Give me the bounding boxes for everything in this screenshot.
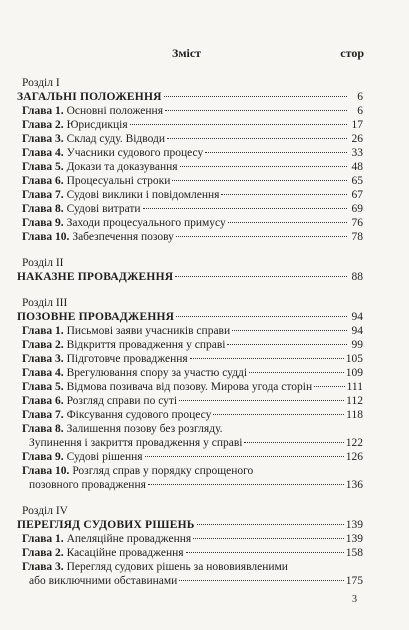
chapter-title-continued: Зупинення і закриття провадження у справі xyxy=(29,437,243,449)
chapter-number: Глава 4. xyxy=(22,147,64,159)
entry-title xyxy=(29,436,242,450)
page-number: 3 xyxy=(352,594,357,605)
dot-leader xyxy=(167,138,347,139)
chapter-number: Глава 5. xyxy=(22,161,64,173)
chapter-number: Глава 2. xyxy=(22,547,64,559)
chapter-page: 67 xyxy=(351,189,363,201)
chapter-entry xyxy=(17,132,363,146)
chapter-title: Підготовче провадження xyxy=(66,353,188,365)
chapter-entry xyxy=(17,118,363,132)
section-entry xyxy=(17,310,363,324)
chapter-title: Основні положення xyxy=(66,105,163,117)
chapter-number: Глава 10. xyxy=(22,465,70,477)
entry-title xyxy=(22,408,211,422)
section-label: Розділ ІІ xyxy=(22,257,64,269)
dot-leader xyxy=(172,180,347,181)
entry-title xyxy=(22,324,230,338)
chapter-page: 76 xyxy=(351,217,363,229)
chapter-entry xyxy=(17,366,363,380)
chapter-entry xyxy=(17,380,363,394)
chapter-title: Склад суду. Відводи xyxy=(66,133,166,145)
entry-title xyxy=(22,132,165,146)
chapter-page: 26 xyxy=(351,133,363,145)
chapter-title: Докази та доказування xyxy=(66,161,178,173)
chapter-title: Відкриття провадження у справі xyxy=(66,339,226,351)
chapter-title: Заходи процесуального примусу xyxy=(66,217,226,229)
chapter-page: 175 xyxy=(345,575,363,587)
table-of-contents xyxy=(17,76,363,588)
chapter-page: 94 xyxy=(351,325,363,337)
chapter-entry xyxy=(17,352,363,366)
chapter-number: Глава 8. xyxy=(22,423,64,435)
entry-title xyxy=(22,230,174,244)
entry-title xyxy=(22,366,247,380)
chapter-entry xyxy=(17,202,363,216)
entry-title xyxy=(17,270,173,284)
dot-leader xyxy=(190,358,344,359)
chapter-page: 136 xyxy=(345,479,363,491)
dot-leader xyxy=(179,400,344,401)
section-title: ПЕРЕГЛЯД СУДОВИХ РІШЕНЬ xyxy=(17,519,195,531)
chapter-page: 158 xyxy=(345,547,363,559)
entry-title xyxy=(22,104,163,118)
chapter-title: Забезпечення позову xyxy=(72,231,174,243)
section-label: Розділ ІІІ xyxy=(22,297,68,309)
chapter-page: 33 xyxy=(351,147,363,159)
section-page: 88 xyxy=(351,271,363,283)
entry-title xyxy=(22,160,178,174)
section-entry xyxy=(17,270,363,284)
dot-leader xyxy=(179,580,343,581)
entry-title xyxy=(22,352,188,366)
dot-leader xyxy=(228,222,347,223)
chapter-page: 105 xyxy=(345,353,363,365)
section-page: 94 xyxy=(351,311,363,323)
chapter-entry xyxy=(17,464,363,478)
dot-leader xyxy=(314,386,344,387)
entry-title xyxy=(17,90,162,104)
section-label: Розділ IV xyxy=(22,505,68,517)
entry-title xyxy=(22,394,177,408)
chapter-title: Судові рішення xyxy=(66,451,143,463)
chapter-page: 111 xyxy=(346,381,363,393)
chapter-title: Судові виклики і повідомлення xyxy=(66,189,220,201)
chapter-number: Глава 8. xyxy=(22,203,64,215)
chapter-entry-continued xyxy=(17,436,363,450)
chapter-title: Перегляд судових рішень за нововиявленими xyxy=(66,561,288,573)
section-page: 139 xyxy=(345,519,363,531)
chapter-number: Глава 6. xyxy=(22,395,64,407)
dot-leader xyxy=(221,194,347,195)
section-gap xyxy=(17,284,363,296)
dot-leader xyxy=(232,330,347,331)
dot-leader xyxy=(176,236,347,237)
chapter-number: Глава 1. xyxy=(22,533,64,545)
dot-leader xyxy=(143,208,347,209)
chapter-number: Глава 1. xyxy=(22,325,64,337)
dot-leader xyxy=(227,344,347,345)
dot-leader xyxy=(205,152,347,153)
chapter-page: 99 xyxy=(351,339,363,351)
chapter-entry xyxy=(17,422,363,436)
chapter-number: Глава 3. xyxy=(22,133,64,145)
chapter-title: Фіксування судового процесу xyxy=(66,409,212,421)
entry-title xyxy=(22,118,128,132)
chapter-number: Глава 6. xyxy=(22,175,64,187)
dot-leader xyxy=(197,524,344,525)
chapter-entry xyxy=(17,146,363,160)
chapter-page: 122 xyxy=(345,437,363,449)
chapter-title: Врегулювання спору за участю судді xyxy=(66,367,248,379)
section-title: ПОЗОВНЕ ПРОВАДЖЕННЯ xyxy=(17,311,175,323)
section-gap xyxy=(17,492,363,504)
chapter-page: 6 xyxy=(357,105,363,117)
entry-title xyxy=(22,146,203,160)
toc-title: Зміст xyxy=(172,46,202,60)
chapter-page: 126 xyxy=(345,451,363,463)
chapter-title: Учасники судового процесу xyxy=(66,147,204,159)
section-entry xyxy=(17,90,363,104)
dot-leader xyxy=(175,276,347,277)
dot-leader xyxy=(249,372,344,373)
chapter-title: Судові витрати xyxy=(66,203,141,215)
chapter-title: Залишення позову без розгляду. xyxy=(66,423,223,435)
chapter-page: 109 xyxy=(345,367,363,379)
chapter-entry-continued xyxy=(17,478,363,492)
chapter-number: Глава 5. xyxy=(22,381,64,393)
entry-title xyxy=(22,380,312,394)
chapter-number: Глава 2. xyxy=(22,339,64,351)
chapter-entry-continued xyxy=(17,574,363,588)
chapter-entry xyxy=(17,216,363,230)
entry-title xyxy=(17,518,195,532)
chapter-entry xyxy=(17,188,363,202)
chapter-number: Глава 9. xyxy=(22,451,64,463)
chapter-entry xyxy=(17,408,363,422)
section-title: ЗАГАЛЬНІ ПОЛОЖЕННЯ xyxy=(17,91,162,103)
dot-leader xyxy=(148,484,344,485)
dot-leader xyxy=(180,166,347,167)
entry-title xyxy=(22,532,191,546)
entry-title xyxy=(22,188,219,202)
dot-leader xyxy=(193,538,344,539)
page-column-label: стор xyxy=(340,46,364,60)
entry-title xyxy=(22,338,225,352)
chapter-entry xyxy=(17,174,363,188)
chapter-entry xyxy=(17,546,363,560)
chapter-entry xyxy=(17,450,363,464)
entry-title xyxy=(29,574,177,588)
chapter-page: 48 xyxy=(351,161,363,173)
chapter-number: Глава 3. xyxy=(22,353,64,365)
entry-title xyxy=(29,478,146,492)
chapter-title-continued: або виключними обставинами xyxy=(29,575,178,587)
chapter-title: Письмові заяви учасників справи xyxy=(66,325,231,337)
chapter-page: 118 xyxy=(346,409,363,421)
chapter-number: Глава 7. xyxy=(22,409,64,421)
chapter-entry xyxy=(17,230,363,244)
chapter-entry xyxy=(17,532,363,546)
entry-title xyxy=(22,216,226,230)
chapter-entry xyxy=(17,338,363,352)
chapter-entry xyxy=(17,394,363,408)
section-entry xyxy=(17,518,363,532)
chapter-page: 112 xyxy=(346,395,363,407)
chapter-title: Касаційне провадження xyxy=(66,547,184,559)
chapter-entry xyxy=(17,324,363,338)
section-label: Розділ І xyxy=(22,77,60,89)
chapter-title: Процесуальні строки xyxy=(66,175,171,187)
entry-title xyxy=(22,202,141,216)
chapter-page: 78 xyxy=(351,231,363,243)
section-gap xyxy=(17,244,363,256)
chapter-page: 69 xyxy=(351,203,363,215)
chapter-number: Глава 4. xyxy=(22,367,64,379)
chapter-title: Відмова позивача від позову. Мирова угода сторін xyxy=(66,381,313,393)
chapter-page: 17 xyxy=(351,119,363,131)
chapter-entry xyxy=(17,160,363,174)
entry-title xyxy=(22,174,170,188)
chapter-number: Глава 7. xyxy=(22,189,64,201)
dot-leader xyxy=(165,110,347,111)
chapter-entry xyxy=(17,104,363,118)
chapter-number: Глава 2. xyxy=(22,119,64,131)
chapter-number: Глава 1. xyxy=(22,105,64,117)
section-page: 6 xyxy=(357,91,363,103)
chapter-number: Глава 3. xyxy=(22,561,64,573)
entry-title xyxy=(22,546,184,560)
section-title: НАКАЗНЕ ПРОВАДЖЕННЯ xyxy=(17,271,174,283)
chapter-title: Розгляд справ у порядку спрощеного xyxy=(72,465,254,477)
dot-leader xyxy=(213,414,344,415)
dot-leader xyxy=(176,316,347,317)
entry-title xyxy=(17,310,174,324)
chapter-entry xyxy=(17,560,363,574)
chapter-number: Глава 10. xyxy=(22,231,70,243)
chapter-title-continued: позовного провадження xyxy=(29,479,146,491)
dot-leader xyxy=(186,552,344,553)
dot-leader xyxy=(130,124,347,125)
chapter-title: Юрисдикція xyxy=(66,119,128,131)
chapter-title: Розгляд справи по суті xyxy=(66,395,178,407)
chapter-page: 65 xyxy=(351,175,363,187)
dot-leader xyxy=(164,96,347,97)
chapter-title: Апеляційне провадження xyxy=(66,533,192,545)
chapter-page: 139 xyxy=(345,533,363,545)
dot-leader xyxy=(244,442,343,443)
chapter-number: Глава 9. xyxy=(22,217,64,229)
dot-leader xyxy=(145,456,344,457)
entry-title xyxy=(22,450,143,464)
